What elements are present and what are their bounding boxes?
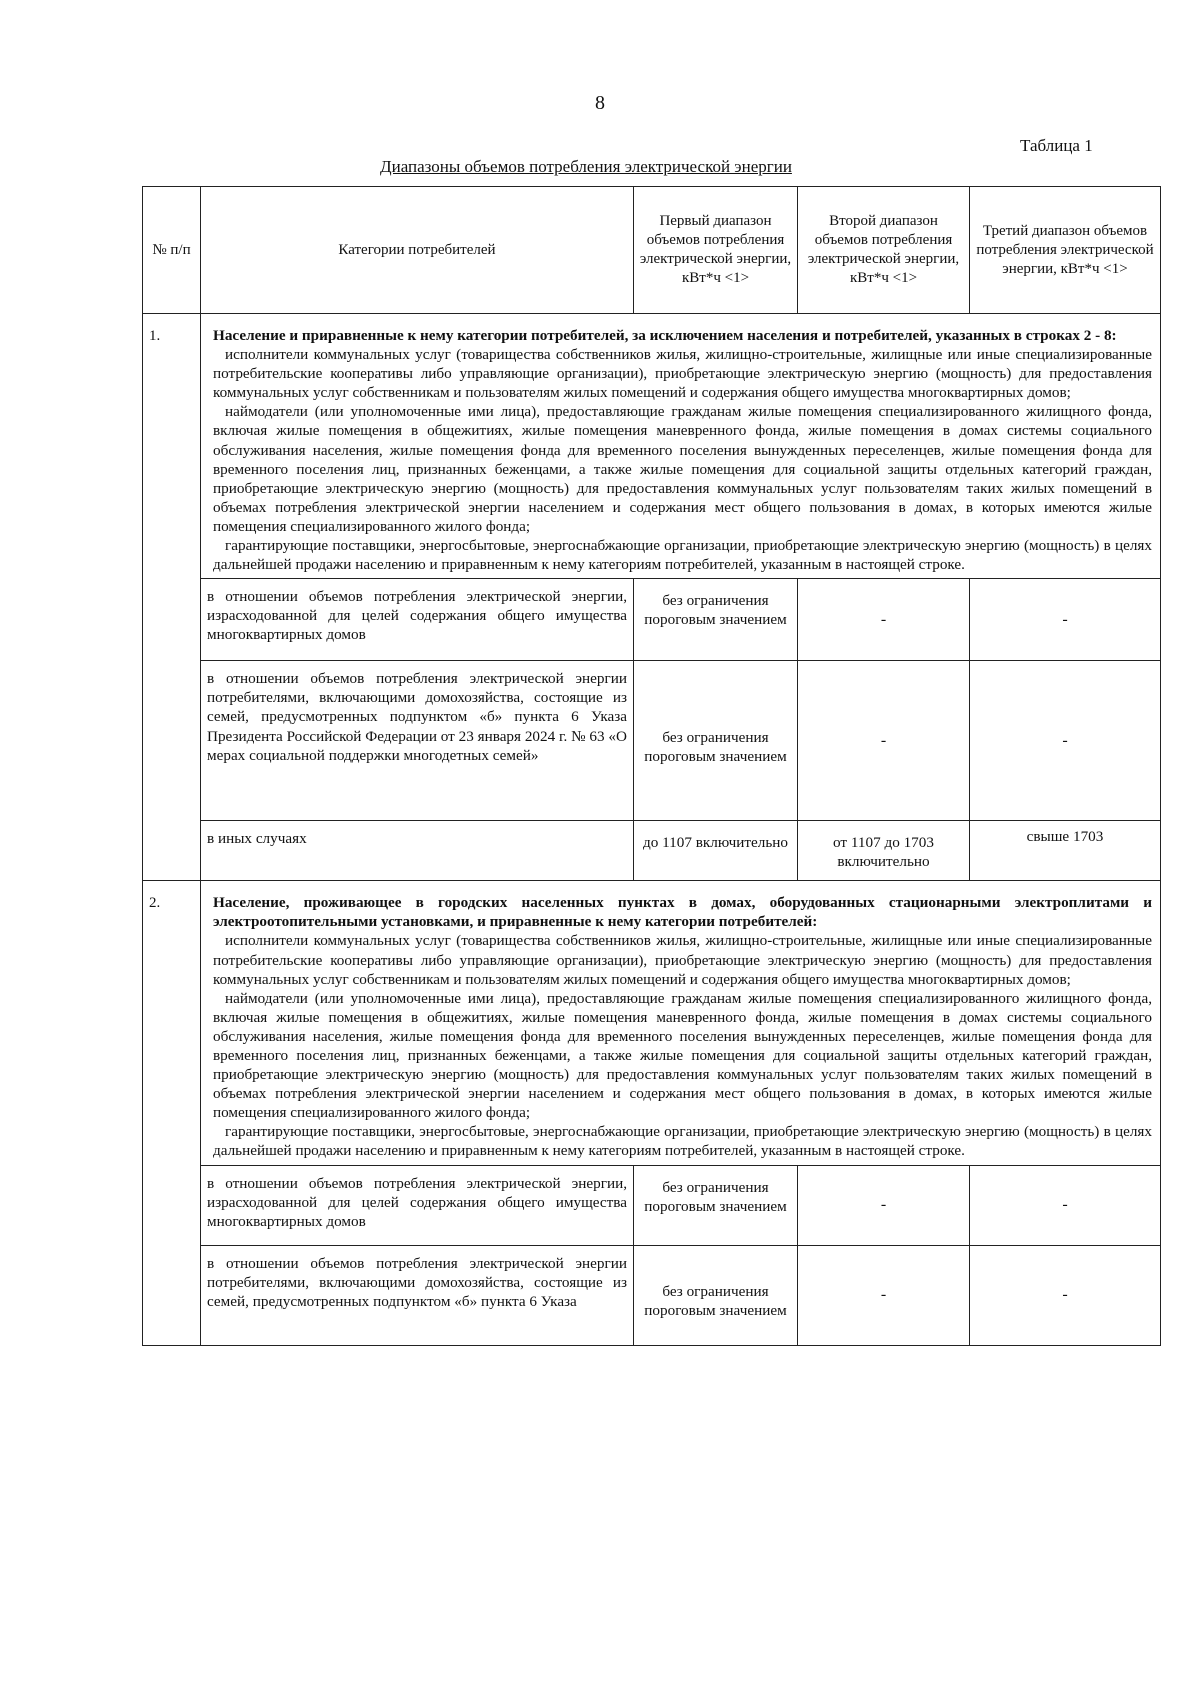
section1-paragraph: исполнители коммунальных услуг (товарищества собственников жилья, жилищно-строительные, жилищные или иные специализированные потребительские кооперативы либо управляющие организации), приобретающие электрическую энергию (мощность) для предоставления коммунальных услуг собственникам и пользователям жилых помещений и содержания общего имущества многоквартирных домов; bbox=[213, 346, 1152, 402]
section1-row-large-families bbox=[143, 661, 1161, 821]
consumption-ranges-table bbox=[142, 186, 1161, 1346]
header-range2: Второй диапазон объемов потребления электрической энергии, кВт*ч <1> bbox=[798, 187, 970, 314]
table-header-row bbox=[143, 187, 1161, 314]
section2-paragraph: исполнители коммунальных услуг (товарищества собственников жилья, жилищно-строительные, жилищные или иные специализированные потребительские кооперативы либо управляющие организации), приобретающие электрическую энергию (мощность) для предоставления коммунальных услуг собственникам и пользователям жилых помещений и содержания общего имущества многоквартирных домов; bbox=[213, 932, 1152, 988]
row-category-text: в отношении объемов потребления электрической энергии, израсходованной для целей содержания общего имущества многоквартирных домов bbox=[201, 1165, 634, 1245]
range3-value: - bbox=[970, 579, 1161, 661]
range2-value: - bbox=[798, 579, 970, 661]
range1-value: без ограничения пороговым значением bbox=[634, 1165, 798, 1245]
section1-num: 1. bbox=[143, 314, 201, 881]
table-label: Таблица 1 bbox=[1020, 136, 1093, 155]
range3-value: - bbox=[970, 661, 1161, 821]
range2-value: - bbox=[798, 661, 970, 821]
section2-description bbox=[201, 881, 1161, 1165]
table-title: Диапазоны объемов потребления электрической энергии bbox=[380, 157, 792, 176]
header-num: № п/п bbox=[143, 187, 201, 314]
section2-row-common-property bbox=[143, 1165, 1161, 1245]
section2-heading-row bbox=[143, 881, 1161, 1165]
section2-row-large-families bbox=[143, 1245, 1161, 1345]
page-number: 8 bbox=[595, 92, 605, 114]
range3-value: - bbox=[970, 1165, 1161, 1245]
section2-paragraph: гарантирующие поставщики, энергосбытовые, энергоснабжающие организации, приобретающие электрическую энергию (мощность) в целях дальнейшей продажи населению и приравненным к нему категориям потребителей, указанным в настоящей строке. bbox=[213, 1123, 1152, 1160]
row-category-text: в отношении объемов потребления электрической энергии потребителями, включающими домохозяйства, состоящие из семей, предусмотренных подпунктом «б» пункта 6 Указа bbox=[201, 1245, 634, 1345]
range1-value: без ограничения пороговым значением bbox=[634, 1245, 798, 1345]
section1-paragraph: гарантирующие поставщики, энергосбытовые, энергоснабжающие организации, приобретающие электрическую энергию (мощность) в целях дальнейшей продажи населению и приравненным к нему категориям потребителей, указанным в настоящей строке. bbox=[213, 537, 1152, 574]
section1-heading-row bbox=[143, 314, 1161, 579]
section2-title: Население, проживающее в городских населенных пунктах в домах, оборудованных стационарными электроплитами и электроотопительными установками, и приравненные к нему категории потребителей: bbox=[213, 894, 1152, 931]
row-category-text: в отношении объемов потребления электрической энергии, израсходованной для целей содержания общего имущества многоквартирных домов bbox=[201, 579, 634, 661]
section1-title: Население и приравненные к нему категории потребителей, за исключением населения и потребителей, указанных в строках 2 - 8: bbox=[213, 327, 1117, 344]
range2-value: от 1107 до 1703 включительно bbox=[798, 821, 970, 881]
header-range1: Первый диапазон объемов потребления электрической энергии, кВт*ч <1> bbox=[634, 187, 798, 314]
section1-row-common-property bbox=[143, 579, 1161, 661]
range1-value: без ограничения пороговым значением bbox=[634, 579, 798, 661]
section2-num: 2. bbox=[143, 881, 201, 1345]
row-category-text: в иных случаях bbox=[201, 821, 634, 881]
row-category-text: в отношении объемов потребления электрической энергии потребителями, включающими домохозяйства, состоящие из семей, предусмотренных подпунктом «б» пункта 6 Указа Президента Российской Федерации от 23 января 2024 г. № 63 «О мерах социальной поддержки многодетных семей» bbox=[201, 661, 634, 821]
range2-value: - bbox=[798, 1165, 970, 1245]
section2-paragraph: наймодатели (или уполномоченные ими лица), предоставляющие гражданам жилые помещения специализированного жилищного фонда, включая жилые помещения в общежитиях, жилые помещения маневренного фонда, жилые помещения в домах системы социального обслуживания населения, жилые помещения фонда для временного поселения вынужденных переселенцев, жилые помещения фонда для временного поселения лиц, признанных беженцами, а также жилые помещения для социальной защиты отдельных категорий граждан, приобретающие электрическую энергию (мощность) для предоставления коммунальных услуг пользователям таких жилых помещений в объемах потребления электрической энергии населением и содержания мест общего пользования в домах, в которых имеются жилые помещения специализированного жилого фонда; bbox=[213, 989, 1152, 1122]
range1-value: до 1107 включительно bbox=[634, 821, 798, 881]
range3-value: свыше 1703 bbox=[970, 821, 1161, 881]
range3-value: - bbox=[970, 1245, 1161, 1345]
header-category: Категории потребителей bbox=[201, 187, 634, 314]
range1-value: без ограничения пороговым значением bbox=[634, 661, 798, 821]
section1-row-other-cases bbox=[143, 821, 1161, 881]
header-range3: Третий диапазон объемов потребления электрической энергии, кВт*ч <1> bbox=[970, 187, 1161, 314]
range2-value: - bbox=[798, 1245, 970, 1345]
section1-description bbox=[201, 314, 1161, 579]
section1-paragraph: наймодатели (или уполномоченные ими лица), предоставляющие гражданам жилые помещения специализированного жилищного фонда, включая жилые помещения в общежитиях, жилые помещения маневренного фонда, жилые помещения в домах системы социального обслуживания населения, жилые помещения фонда для временного поселения вынужденных переселенцев, жилые помещения фонда для временного поселения лиц, признанных беженцами, а также жилые помещения для социальной защиты отдельных категорий граждан, приобретающие электрическую энергию (мощность) для предоставления коммунальных услуг пользователям таких жилых помещений в объемах потребления электрической энергии населением и содержания мест общего пользования в домах, в которых имеются жилые помещения специализированного жилого фонда; bbox=[213, 403, 1152, 535]
